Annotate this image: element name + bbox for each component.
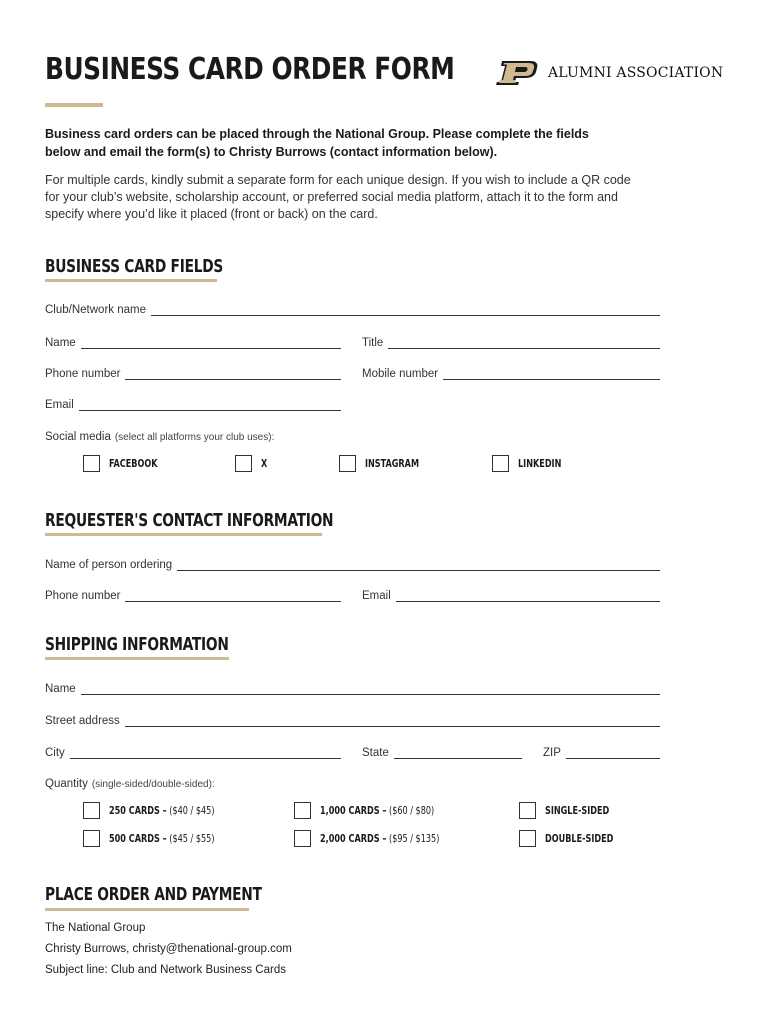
section-heading-shipping: SHIPPING INFORMATION: [45, 634, 229, 655]
section-heading-requester: REQUESTER'S CONTACT INFORMATION: [45, 510, 334, 531]
checkbox-linkedin[interactable]: [492, 455, 571, 472]
page-title: BUSINESS CARD ORDER FORM: [45, 52, 455, 87]
section-underline: [45, 279, 217, 282]
checkbox-box[interactable]: [492, 455, 509, 472]
name-label: Name: [45, 337, 76, 349]
shipping-name-field[interactable]: [45, 679, 660, 695]
club-network-name-label: Club/Network name: [45, 304, 146, 316]
checkbox-box[interactable]: [83, 802, 100, 819]
checkbox-label: 250 CARDS – ($40 / $45): [109, 804, 215, 817]
social-media-label-row: [45, 427, 274, 443]
checkbox-label: FACEBOOK: [109, 457, 158, 470]
street-address-field[interactable]: [45, 711, 660, 727]
street-address-label: Street address: [45, 715, 120, 727]
name-of-person-ordering-field[interactable]: [45, 555, 660, 571]
checkbox-500-cards[interactable]: [83, 830, 238, 847]
checkbox-label: INSTAGRAM: [365, 457, 420, 470]
mobile-number-label: Mobile number: [362, 368, 439, 380]
title-field[interactable]: [362, 333, 660, 349]
checkbox-box[interactable]: [519, 802, 536, 819]
section-underline: [45, 908, 249, 911]
email-field[interactable]: [45, 395, 341, 411]
checkbox-single-sided[interactable]: [519, 802, 623, 819]
city-field[interactable]: [45, 743, 341, 759]
name-field[interactable]: [45, 333, 341, 349]
section-underline: [45, 533, 322, 536]
title-underline: [45, 103, 103, 107]
checkbox-label: 500 CARDS – ($45 / $55): [109, 832, 215, 845]
logo-text: ALUMNI ASSOCIATION: [548, 65, 724, 81]
checkbox-label: LINKEDIN: [518, 457, 562, 470]
checkbox-label: DOUBLE-SIDED: [545, 832, 614, 845]
checkbox-label: SINGLE-SIDED: [545, 804, 610, 817]
mobile-number-field[interactable]: [362, 364, 660, 380]
phone-number-label: Phone number: [45, 368, 121, 380]
requester-email-label: Email: [362, 590, 391, 602]
checkbox-250-cards[interactable]: [83, 802, 238, 819]
social-media-note: (select all platforms your club uses):: [114, 432, 275, 443]
checkbox-label: X: [261, 457, 268, 470]
requester-email-field[interactable]: [362, 586, 660, 602]
section-underline: [45, 657, 229, 660]
payment-subject-line: Subject line: Club and Network Business Cards: [45, 964, 286, 976]
zip-label: ZIP: [543, 747, 561, 759]
club-network-name-field[interactable]: [45, 300, 660, 316]
checkbox-1000-cards[interactable]: [294, 802, 459, 819]
checkbox-label: 1,000 CARDS – ($60 / $80): [320, 804, 435, 817]
zip-field[interactable]: [543, 743, 660, 759]
quantity-label-row: [45, 774, 215, 790]
phone-number-field[interactable]: [45, 364, 341, 380]
city-label: City: [45, 747, 65, 759]
quantity-note: (single-sided/double-sided):: [91, 779, 215, 790]
checkbox-box[interactable]: [235, 455, 252, 472]
checkbox-2000-cards[interactable]: [294, 830, 466, 847]
checkbox-box[interactable]: [83, 830, 100, 847]
payment-contact: Christy Burrows, christy@thenational-group.com: [45, 943, 292, 955]
checkbox-x[interactable]: [235, 455, 269, 472]
payment-company: The National Group: [45, 922, 146, 934]
state-label: State: [362, 747, 389, 759]
email-label: Email: [45, 399, 74, 411]
checkbox-label: 2,000 CARDS – ($95 / $135): [320, 832, 440, 845]
name-of-person-ordering-label: Name of person ordering: [45, 559, 173, 571]
intro-text: For multiple cards, kindly submit a separate form for each unique design. If you wish to include a QR code for your club’s website, scholarship account, or preferred social media platform, attach it to the form and specify where you’d like it placed (front or back) on the card.: [45, 173, 631, 221]
section-heading-payment: PLACE ORDER AND PAYMENT: [45, 884, 262, 905]
checkbox-double-sided[interactable]: [519, 830, 628, 847]
shipping-name-label: Name: [45, 683, 76, 695]
requester-phone-field[interactable]: [45, 586, 341, 602]
checkbox-box[interactable]: [83, 455, 100, 472]
section-heading-business-card-fields: BUSINESS CARD FIELDS: [45, 256, 224, 277]
quantity-label: Quantity: [45, 778, 88, 790]
checkbox-box[interactable]: [294, 830, 311, 847]
checkbox-facebook[interactable]: [83, 455, 168, 472]
checkbox-box[interactable]: [294, 802, 311, 819]
purdue-p-icon: [494, 60, 540, 86]
title-label: Title: [362, 337, 384, 349]
checkbox-instagram[interactable]: [339, 455, 431, 472]
checkbox-box[interactable]: [519, 830, 536, 847]
alumni-logo: [494, 60, 723, 86]
requester-phone-label: Phone number: [45, 590, 121, 602]
social-media-label: Social media: [45, 431, 111, 443]
intro-bold-text: Business card orders can be placed through the National Group. Please complete the fields below and email the form(s) to Christy Burrows (contact information below).: [45, 127, 589, 159]
state-field[interactable]: [362, 743, 522, 759]
checkbox-box[interactable]: [339, 455, 356, 472]
